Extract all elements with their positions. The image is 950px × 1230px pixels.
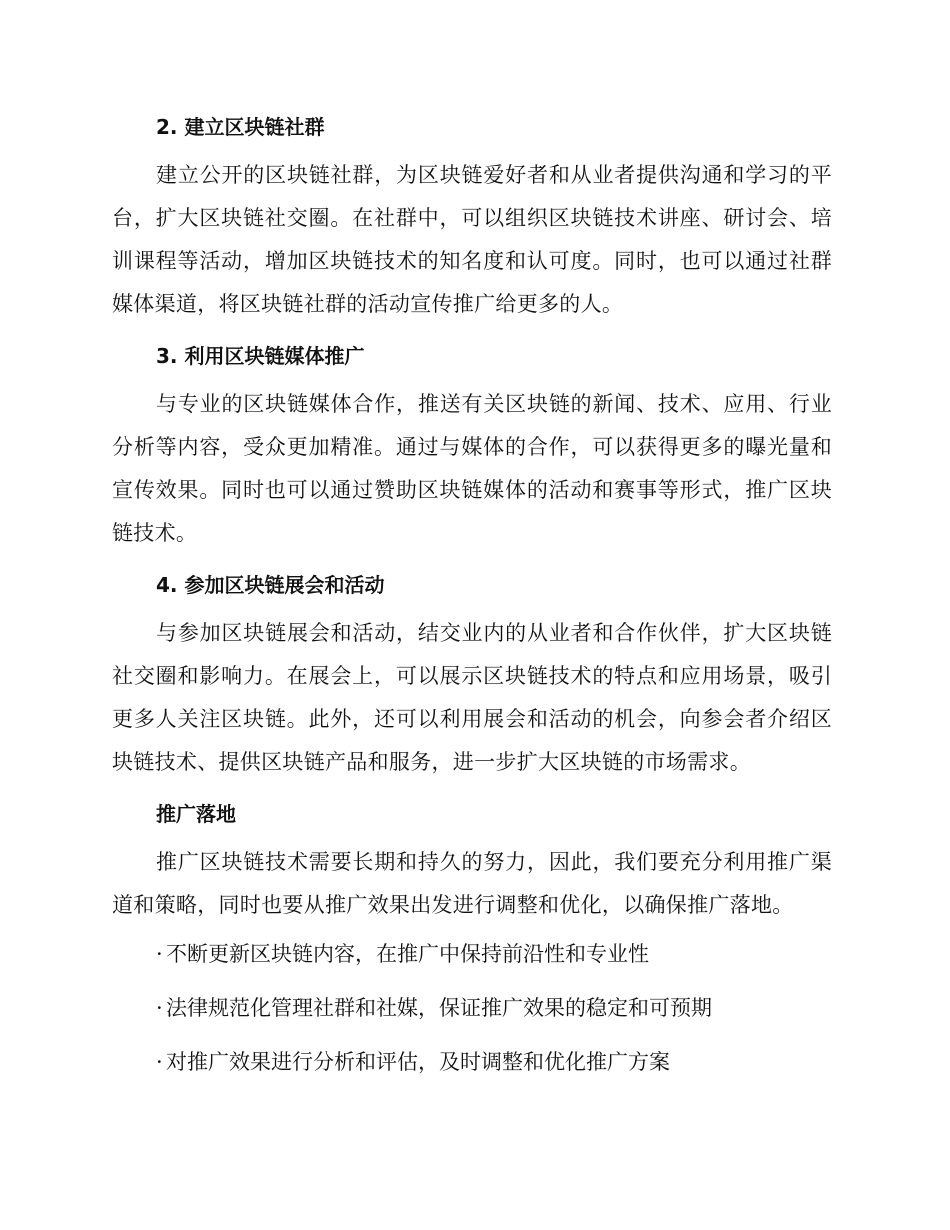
bullet-list (112, 933, 832, 1084)
section-heading: 推广落地 (156, 802, 236, 826)
section-landing (112, 795, 832, 1084)
section-heading: 3. 利用区块链媒体推广 (156, 344, 365, 368)
section-paragraph: 与专业的区块链媒体合作，推送有关区块链的新闻、技术、应用、行业分析等内容，受众更加精准。通过与媒体的合作，可以获得更多的曝光量和宣传效果。同时也可以通过赞助区块链媒体的活动和赛事等形式，推广区块链技术。 (112, 392, 832, 545)
bullet-text: 法律规范化管理社群和社媒，保证推广效果的稳定和可预期 (166, 996, 712, 1020)
bullet-text: 对推广效果进行分析和评估，及时调整和优化推广方案 (166, 1050, 670, 1074)
list-item (112, 987, 832, 1030)
list-item (112, 933, 832, 976)
section-paragraph: 与参加区块链展会和活动，结交业内的从业者和合作伙伴，扩大区块链社交圈和影响力。在展会上，可以展示区块链技术的特点和应用场景，吸引更多人关注区块链。此外，还可以利用展会和活动的机会，向参会者介绍区块链技术、提供区块链产品和服务，进一步扩大区块链的市场需求。 (112, 621, 832, 774)
section-paragraph: 建立公开的区块链社群，为区块链爱好者和从业者提供沟通和学习的平台，扩大区块链社交圈。在社群中，可以组织区块链技术讲座、研讨会、培训课程等活动，增加区块链技术的知名度和认可度。同时，也可以通过社群媒体渠道，将区块链社群的活动宣传推广给更多的人。 (112, 163, 832, 316)
list-item (112, 1041, 832, 1084)
section-paragraph: 推广区块链技术需要长期和持久的努力，因此，我们要充分利用推广渠道和策略，同时也要从推广效果出发进行调整和优化，以确保推广落地。 (112, 850, 832, 917)
bullet-marker: · (156, 996, 163, 1020)
bullet-marker: · (156, 1050, 163, 1074)
section-community (112, 108, 832, 326)
section-expo (112, 566, 832, 784)
bullet-text: 不断更新区块链内容，在推广中保持前沿性和专业性 (166, 942, 649, 966)
section-media (112, 337, 832, 555)
bullet-marker: · (156, 942, 163, 966)
document-body (112, 108, 832, 1095)
section-heading: 4. 参加区块链展会和活动 (156, 573, 385, 597)
section-heading: 2. 建立区块链社群 (156, 115, 325, 139)
